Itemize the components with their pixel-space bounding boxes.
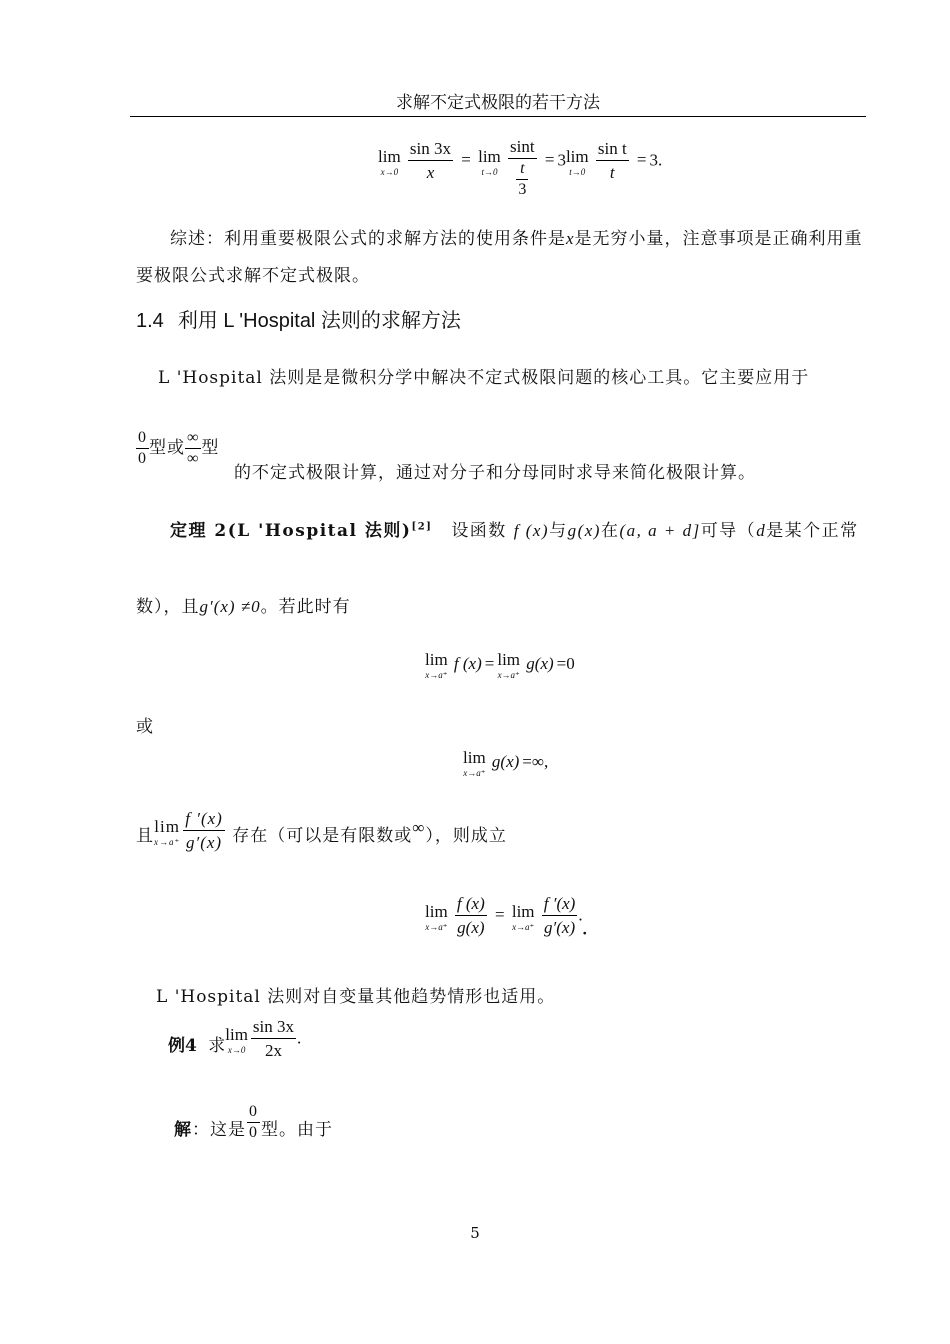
header-title: 求解不定式极限的若干方法 xyxy=(396,93,600,113)
zero-over-zero: $\frac{0}{0}$ xyxy=(138,429,147,467)
lim-operator: lim x→a⁺ xyxy=(425,650,448,680)
section-title: 1.4 利用 L 'Hospital 法则的求解方法 xyxy=(136,310,461,332)
fraction: $\frac{f '(x)}{g'(x)}$ xyxy=(185,809,223,852)
equation-4: lim x→a⁺ $\frac{f (x)}{g(x)}$ = lim x→a⁺ $\frac{f '(x)}{g'(x)}$ .. xyxy=(425,894,587,939)
intro-continuation: $\frac{0}{0}$ 型或 $\frac{\infty}{\infty}$ 型 xyxy=(138,429,220,467)
example-4: 例4 求 lim x→0 $\frac{\sin 3x}{2x}$ . xyxy=(168,1016,301,1063)
theorem-line2: 数），且g′(x) ≠0。若此时有 xyxy=(136,597,351,617)
zero-over-zero: $\frac{0}{0}$ xyxy=(249,1103,258,1141)
fraction: $\frac{\sin 3x}{x}$ xyxy=(409,139,452,182)
lim-operator: lim x→0 xyxy=(378,146,401,177)
summary-paragraph: 综述：利用重要极限公式的求解方法的使用条件是x是无穷小量，注意事项是正确利用重要极限公式求解不定式极限。 xyxy=(136,229,863,286)
page-number: 5 xyxy=(470,1224,480,1242)
fraction: $\frac{f (x)}{g(x)}$ xyxy=(456,894,485,937)
lim-operator: lim t→0 xyxy=(478,146,501,177)
equation-1: lim x→0 $\frac{\sin 3x}{x}$ = lim t→0 $\frac{\sin t}{\frac{t}{3}}$ = 3 lim t→0 $\frac{\text{sin t}}{t}$ = 3. xyxy=(378,137,663,198)
lim-operator: lim x→a⁺ xyxy=(463,748,486,778)
citation: [2] xyxy=(411,521,433,533)
note-line: L 'Hospital 法则对自变量其他趋势情形也适用。 xyxy=(156,987,556,1007)
equation-3: lim x→a⁺ g(x) =∞, xyxy=(463,748,549,778)
inf-over-inf: $\frac{\infty}{\infty}$ xyxy=(187,429,200,467)
fraction: $\frac{\sin 3x}{2x}$ xyxy=(252,1017,295,1060)
fraction: $\frac{\text{sin t}}{t}$ xyxy=(597,139,627,182)
equation-2: lim x→a⁺ f (x) = lim x→a⁺ g(x) =0 xyxy=(425,650,575,680)
page-header xyxy=(130,90,866,117)
or-text: 或 xyxy=(136,717,153,737)
fraction: $\frac{f '(x)}{g'(x)}$ xyxy=(543,894,576,937)
intro-paragraph: L 'Hospital 法则是是微积分学中解决不定式极限问题的核心工具。它主要应用于 xyxy=(158,368,810,388)
lim-operator: lim x→a⁺ xyxy=(497,650,521,680)
condition-line: 且 lim x→a⁺ $\frac{f '(x)}{g'(x)}$ 存在（可以是有限数或∞），则成立 xyxy=(136,808,507,855)
lim-operator: lim x→a⁺ xyxy=(425,901,448,932)
lim-operator: lim x→a⁺ xyxy=(511,901,535,932)
theorem-line1: 定理 2(L 'Hospital 法则)[2] 设函数 f (x)与g(x)在(a, a + d]可导（d是某个正常 xyxy=(170,521,859,541)
intro-line2: 的不定式极限计算，通过对分子和分母同时求导来简化极限计算。 xyxy=(234,463,756,483)
solution-line: 解：这是 $\frac{0}{0}$ 型。由于 xyxy=(174,1103,333,1141)
fraction: $\frac{\sin t}{\frac{t}{3}}$ xyxy=(510,137,535,198)
lim-operator: lim x→0 xyxy=(225,1024,248,1055)
theorem-label: 定理 2(L 'Hospital 法则) xyxy=(170,521,412,541)
lim-operator: lim x→a⁺ xyxy=(154,816,181,847)
lim-operator: lim t→0 xyxy=(565,146,589,177)
